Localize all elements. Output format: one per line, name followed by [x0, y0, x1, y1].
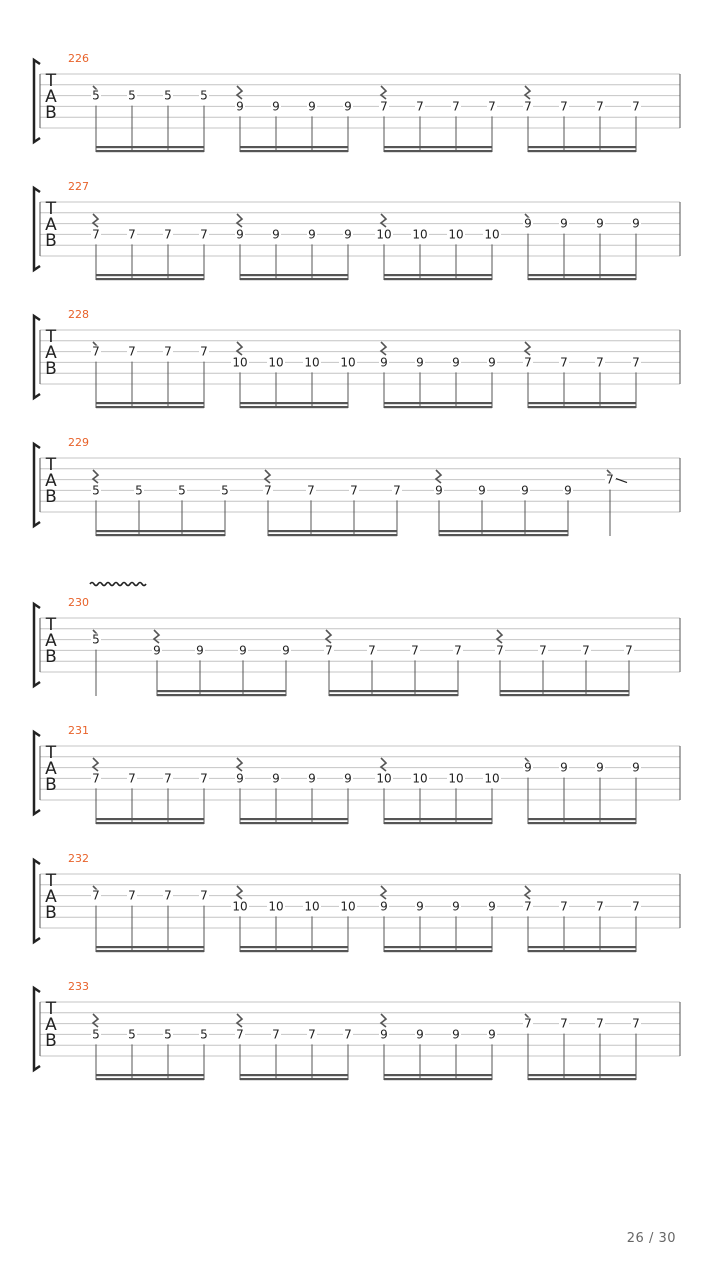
pick-stroke-marker	[525, 342, 530, 355]
fret-number: 7	[632, 355, 640, 370]
beam	[240, 1078, 348, 1080]
pick-stroke-marker	[381, 1014, 386, 1027]
beam	[240, 278, 348, 280]
fret-number: 10	[412, 771, 428, 786]
fret-number: 10	[484, 771, 500, 786]
beam	[240, 274, 348, 276]
fret-number: 9	[560, 216, 568, 231]
beam	[96, 946, 204, 948]
fret-number: 10	[340, 899, 356, 914]
fret-number: 5	[92, 632, 100, 647]
beam	[528, 406, 636, 408]
tab-clef-letter: T	[45, 327, 57, 347]
beam	[96, 530, 225, 532]
fret-number: 9	[596, 216, 604, 231]
fret-number: 7	[92, 771, 100, 786]
pick-stroke-marker	[381, 758, 386, 771]
beam	[96, 146, 204, 148]
beam	[528, 1078, 636, 1080]
beam	[384, 946, 492, 948]
fret-number: 7	[596, 1016, 604, 1031]
fret-number: 7	[539, 643, 547, 658]
fret-number: 9	[478, 483, 486, 498]
fret-number: 7	[264, 483, 272, 498]
fret-number: 7	[200, 227, 208, 242]
beam	[240, 146, 348, 148]
pick-stroke-marker	[93, 470, 98, 483]
beam	[157, 690, 286, 692]
tab-clef-letter: T	[45, 871, 57, 891]
fret-number: 7	[596, 899, 604, 914]
fret-number: 7	[625, 643, 633, 658]
fret-number: 5	[164, 1027, 172, 1042]
beam	[240, 822, 348, 824]
system-bracket	[34, 860, 40, 942]
fret-number: 9	[452, 355, 460, 370]
page-number: 26 / 30	[626, 1231, 676, 1246]
tab-system-230	[34, 583, 680, 697]
fret-number: 7	[164, 227, 172, 242]
fret-number: 7	[200, 888, 208, 903]
tab-clef-letter: T	[45, 999, 57, 1019]
pick-stroke-marker	[497, 630, 502, 643]
beam	[528, 946, 636, 948]
measure-number: 228	[68, 308, 89, 321]
tab-system-228	[34, 308, 680, 408]
fret-number: 7	[452, 99, 460, 114]
fret-number: 7	[632, 1016, 640, 1031]
fret-number: 9	[380, 899, 388, 914]
tab-clef-letter: A	[45, 87, 57, 107]
beam	[240, 818, 348, 820]
fret-number: 5	[135, 483, 143, 498]
fret-number: 9	[416, 899, 424, 914]
pick-stroke-marker	[436, 470, 441, 483]
fret-number: 7	[350, 483, 358, 498]
beam	[528, 1074, 636, 1076]
fret-number: 9	[416, 355, 424, 370]
pick-stroke-marker	[265, 470, 270, 483]
pick-stroke-marker	[381, 86, 386, 99]
pick-stroke-marker	[237, 758, 242, 771]
beam	[96, 534, 225, 536]
system-bracket	[34, 316, 40, 398]
tab-clef-letter: A	[45, 1015, 57, 1035]
fret-number: 10	[232, 355, 248, 370]
beam	[157, 694, 286, 696]
fret-number: 10	[304, 355, 320, 370]
beam	[384, 950, 492, 952]
fret-number: 9	[416, 1027, 424, 1042]
fret-number: 7	[596, 355, 604, 370]
beam	[240, 150, 348, 152]
pick-stroke-marker	[381, 886, 386, 899]
fret-number: 5	[92, 1027, 100, 1042]
fret-number: 5	[128, 88, 136, 103]
tab-system-227	[34, 180, 680, 280]
fret-number: 9	[488, 1027, 496, 1042]
beam	[384, 274, 492, 276]
beam	[500, 694, 629, 696]
system-bracket	[34, 988, 40, 1070]
fret-number: 9	[196, 643, 204, 658]
fret-number: 10	[304, 899, 320, 914]
beam	[268, 530, 397, 532]
tab-clef-letter: A	[45, 887, 57, 907]
system-bracket	[34, 188, 40, 270]
system-bracket	[34, 732, 40, 814]
pick-stroke-marker	[525, 886, 530, 899]
beam	[384, 822, 492, 824]
fret-number: 7	[307, 483, 315, 498]
beam	[439, 530, 568, 532]
fret-number: 7	[164, 888, 172, 903]
fret-number: 7	[393, 483, 401, 498]
fret-number: 9	[435, 483, 443, 498]
tab-system-226	[34, 52, 680, 152]
beam	[528, 150, 636, 152]
fret-number: 10	[268, 899, 284, 914]
fret-number: 7	[524, 899, 532, 914]
beam	[528, 822, 636, 824]
tab-clef-letter: B	[45, 903, 57, 923]
fret-number: 9	[564, 483, 572, 498]
fret-number: 10	[412, 227, 428, 242]
fret-number: 9	[524, 216, 532, 231]
tab-clef-letter: A	[45, 471, 57, 491]
fret-number: 7	[606, 472, 614, 487]
system-bracket	[34, 60, 40, 142]
fret-number: 7	[200, 771, 208, 786]
tab-system-231	[34, 724, 680, 824]
fret-number: 9	[488, 355, 496, 370]
tab-clef-letter: T	[45, 743, 57, 763]
fret-number: 9	[308, 99, 316, 114]
fret-number: 7	[368, 643, 376, 658]
beam	[240, 402, 348, 404]
measure-number: 229	[68, 436, 89, 449]
fret-number: 7	[128, 771, 136, 786]
pick-stroke-marker	[525, 86, 530, 99]
fret-number: 5	[164, 88, 172, 103]
fret-number: 9	[344, 771, 352, 786]
fret-number: 7	[92, 888, 100, 903]
fret-number: 9	[452, 899, 460, 914]
fret-number: 9	[236, 227, 244, 242]
beam	[384, 818, 492, 820]
fret-number: 7	[325, 643, 333, 658]
pick-stroke-marker	[237, 214, 242, 227]
beam	[528, 402, 636, 404]
beat-group	[91, 630, 101, 696]
fret-number: 9	[236, 99, 244, 114]
tab-clef-letter: A	[45, 215, 57, 235]
fret-number: 10	[448, 227, 464, 242]
pick-stroke-marker	[381, 214, 386, 227]
fret-number: 7	[92, 227, 100, 242]
fret-number: 10	[268, 355, 284, 370]
fret-number: 9	[452, 1027, 460, 1042]
fret-number: 9	[239, 643, 247, 658]
fret-number: 7	[164, 344, 172, 359]
beam	[329, 694, 458, 696]
pick-stroke-marker	[237, 86, 242, 99]
beam	[96, 150, 204, 152]
fret-number: 9	[153, 643, 161, 658]
tab-system-233	[34, 980, 680, 1080]
beam	[384, 402, 492, 404]
pick-stroke-marker	[326, 630, 331, 643]
fret-number: 7	[454, 643, 462, 658]
fret-number: 7	[596, 99, 604, 114]
fret-number: 9	[488, 899, 496, 914]
fret-number: 7	[496, 643, 504, 658]
fret-number: 9	[560, 760, 568, 775]
fret-number: 7	[308, 1027, 316, 1042]
beam	[96, 1078, 204, 1080]
beam	[96, 402, 204, 404]
measure-number: 227	[68, 180, 89, 193]
fret-number: 9	[380, 355, 388, 370]
fret-number: 10	[448, 771, 464, 786]
pick-stroke-marker	[93, 1014, 98, 1027]
fret-number: 7	[380, 99, 388, 114]
pick-stroke-marker	[237, 1014, 242, 1027]
beam	[384, 146, 492, 148]
beam	[96, 822, 204, 824]
tab-clef-letter: B	[45, 103, 57, 123]
beam	[96, 950, 204, 952]
fret-number: 10	[376, 771, 392, 786]
pick-stroke-marker	[154, 630, 159, 643]
fret-number: 7	[560, 99, 568, 114]
beam	[96, 278, 204, 280]
pick-stroke-marker	[237, 886, 242, 899]
fret-number: 5	[221, 483, 229, 498]
fret-number: 7	[128, 888, 136, 903]
fret-number: 7	[524, 1016, 532, 1031]
fret-number: 7	[411, 643, 419, 658]
tab-clef-letter: T	[45, 455, 57, 475]
beam	[500, 690, 629, 692]
measure-number: 226	[68, 52, 89, 65]
fret-number: 7	[344, 1027, 352, 1042]
fret-number: 9	[272, 227, 280, 242]
beam	[268, 534, 397, 536]
measure-number: 233	[68, 980, 89, 993]
fret-number: 9	[380, 1027, 388, 1042]
fret-number: 7	[164, 771, 172, 786]
fret-number: 7	[582, 643, 590, 658]
tab-clef-letter: T	[45, 71, 57, 91]
fret-number: 7	[128, 344, 136, 359]
fret-number: 5	[128, 1027, 136, 1042]
tab-clef-letter: A	[45, 631, 57, 651]
fret-number: 9	[236, 771, 244, 786]
beam	[528, 274, 636, 276]
beam	[96, 1074, 204, 1076]
fret-number: 7	[524, 99, 532, 114]
beam	[384, 150, 492, 152]
fret-number: 10	[484, 227, 500, 242]
tab-system-232	[34, 852, 680, 952]
measure-number: 231	[68, 724, 89, 737]
beam	[384, 406, 492, 408]
fret-number: 7	[488, 99, 496, 114]
pick-stroke-marker	[93, 214, 98, 227]
beam	[384, 1074, 492, 1076]
fret-number: 9	[308, 771, 316, 786]
beam	[528, 950, 636, 952]
fret-number: 5	[92, 483, 100, 498]
fret-number: 9	[344, 227, 352, 242]
beam	[384, 1078, 492, 1080]
fret-number: 5	[178, 483, 186, 498]
fret-number: 7	[236, 1027, 244, 1042]
fret-number: 9	[344, 99, 352, 114]
measure-number: 230	[68, 596, 89, 609]
fret-number: 9	[632, 760, 640, 775]
fret-number: 5	[200, 1027, 208, 1042]
system-bracket	[34, 604, 40, 686]
measure-number: 232	[68, 852, 89, 865]
fret-number: 7	[92, 344, 100, 359]
tab-system-229	[34, 436, 680, 536]
tab-clef-letter: B	[45, 359, 57, 379]
pick-stroke-marker	[93, 758, 98, 771]
fret-number: 7	[560, 899, 568, 914]
fret-number: 10	[376, 227, 392, 242]
beam	[96, 818, 204, 820]
beam	[528, 818, 636, 820]
fret-number: 9	[282, 643, 290, 658]
beam	[528, 146, 636, 148]
fret-number: 7	[524, 355, 532, 370]
tab-clef-letter: B	[45, 775, 57, 795]
pick-stroke-marker	[237, 342, 242, 355]
fret-number: 10	[340, 355, 356, 370]
beam	[439, 534, 568, 536]
system-bracket	[34, 444, 40, 526]
tab-clef-letter: B	[45, 647, 57, 667]
fret-number: 7	[416, 99, 424, 114]
fret-number: 9	[596, 760, 604, 775]
fret-number: 9	[632, 216, 640, 231]
vibrato-marking	[90, 583, 146, 586]
fret-number: 5	[200, 88, 208, 103]
fret-number: 7	[632, 99, 640, 114]
tab-clef-letter: B	[45, 487, 57, 507]
fret-number: 7	[128, 227, 136, 242]
fret-number: 9	[272, 99, 280, 114]
beam	[240, 946, 348, 948]
tab-clef-letter: A	[45, 759, 57, 779]
tab-clef-letter: A	[45, 343, 57, 363]
fret-number: 7	[200, 344, 208, 359]
fret-number: 5	[92, 88, 100, 103]
fret-number: 7	[560, 1016, 568, 1031]
fret-number: 10	[232, 899, 248, 914]
fret-number: 9	[308, 227, 316, 242]
beam	[384, 278, 492, 280]
beam	[96, 406, 204, 408]
beam	[240, 406, 348, 408]
fret-number: 7	[560, 355, 568, 370]
tab-clef-letter: B	[45, 231, 57, 251]
beam	[528, 278, 636, 280]
pick-stroke-marker	[381, 342, 386, 355]
fret-number: 9	[524, 760, 532, 775]
tab-clef-letter: B	[45, 1031, 57, 1051]
beam	[329, 690, 458, 692]
tab-clef-letter: T	[45, 615, 57, 635]
beam	[240, 950, 348, 952]
beam	[96, 274, 204, 276]
tab-clef-letter: T	[45, 199, 57, 219]
fret-number: 7	[632, 899, 640, 914]
beam	[240, 1074, 348, 1076]
fret-number: 7	[272, 1027, 280, 1042]
fret-number: 9	[521, 483, 529, 498]
fret-number: 9	[272, 771, 280, 786]
